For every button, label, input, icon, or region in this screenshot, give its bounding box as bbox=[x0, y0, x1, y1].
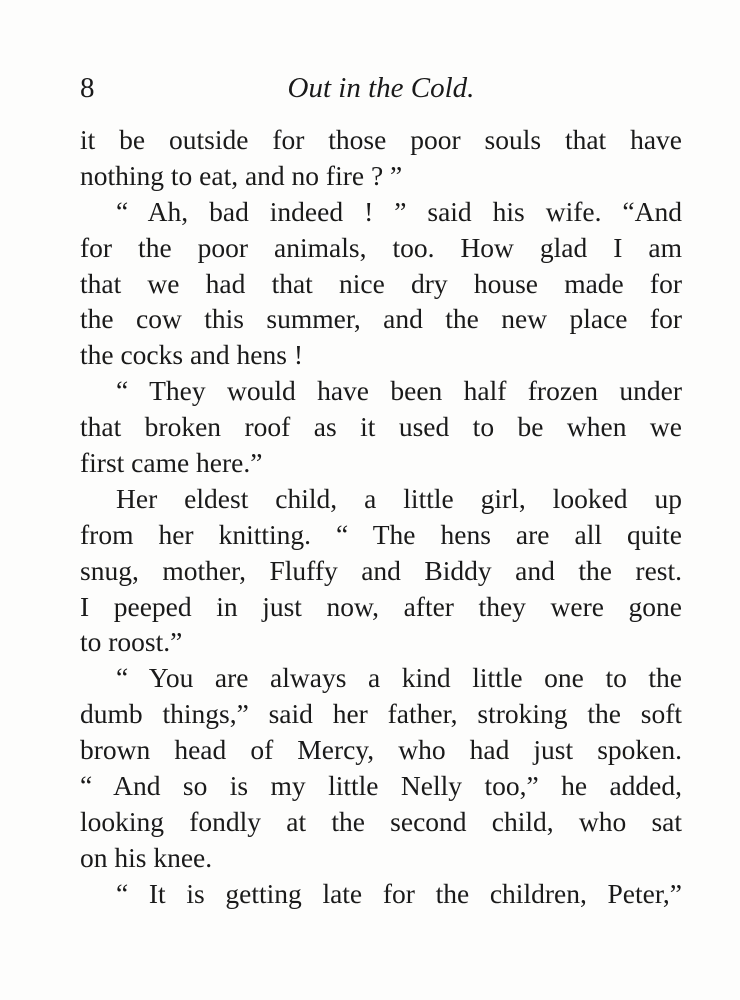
text-line: to roost.” bbox=[80, 626, 183, 658]
page-number: 8 bbox=[80, 72, 95, 104]
text-line: the cocks and hens ! bbox=[80, 339, 303, 371]
text-line: “ They would have been half frozen under bbox=[116, 375, 682, 407]
text-line: it be outside for those poor souls that have bbox=[80, 124, 682, 155]
text-line: that we had that nice dry house made for bbox=[80, 267, 682, 299]
page-header bbox=[80, 68, 682, 112]
text-line: “ Ah, bad indeed ! ” said his wife. “And bbox=[116, 195, 682, 227]
text-line: Her eldest child, a little girl, looked up bbox=[116, 482, 682, 514]
body-text bbox=[80, 122, 682, 912]
text-line: looking fondly at the second child, who sat bbox=[80, 805, 682, 837]
text-line: “ You are always a kind little one to the bbox=[116, 662, 682, 694]
text-line: on his knee. bbox=[80, 841, 213, 873]
text-line: I peeped in just now, after they were gone bbox=[80, 590, 682, 622]
text-line: from her knitting. “ The hens are all quite bbox=[80, 518, 682, 550]
text-line: nothing to eat, and no fire ? ” bbox=[80, 159, 403, 191]
text-line: brown head of Mercy, who had just spoken. bbox=[80, 734, 682, 766]
text-line: “ It is getting late for the children, Peter,” bbox=[116, 877, 682, 909]
text-line: snug, mother, Fluffy and Biddy and the rest. bbox=[80, 554, 682, 586]
text-line: “ And so is my little Nelly too,” he added, bbox=[80, 770, 682, 802]
text-line: the cow this summer, and the new place for bbox=[80, 303, 682, 335]
text-line: that broken roof as it used to be when we bbox=[80, 411, 682, 443]
text-line: dumb things,” said her father, stroking the soft bbox=[80, 698, 682, 730]
running-title: Out in the Cold. bbox=[287, 72, 475, 104]
text-line: for the poor animals, too. How glad I am bbox=[80, 231, 682, 263]
text-line: first came here.” bbox=[80, 447, 263, 479]
